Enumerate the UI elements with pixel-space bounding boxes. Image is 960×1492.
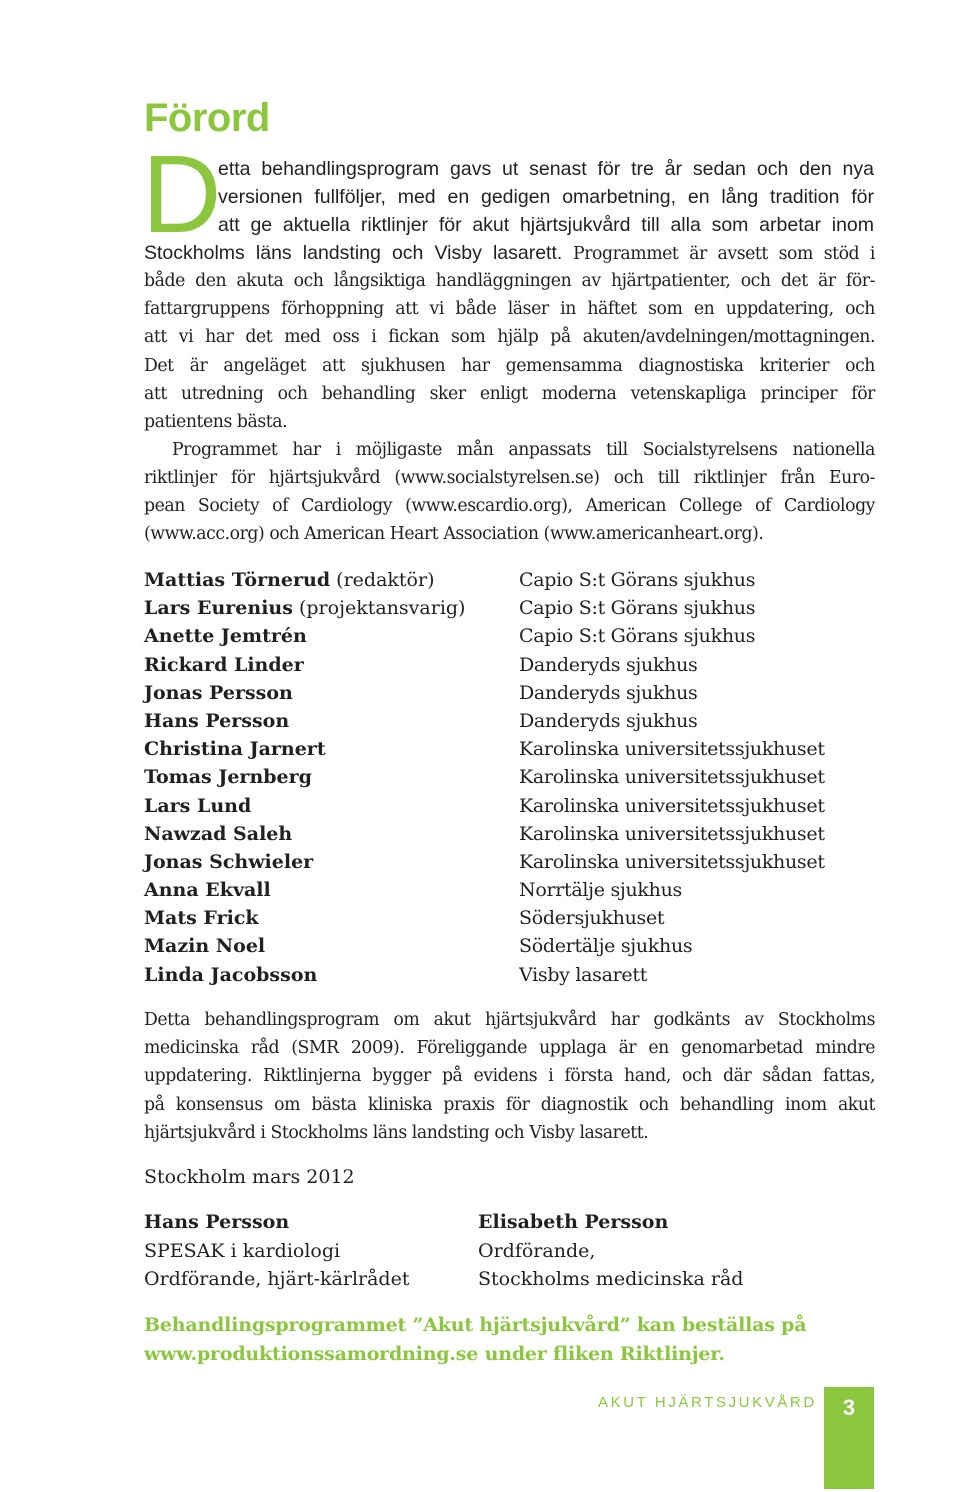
order-note [144, 1311, 806, 1368]
author-name: Anette Jemtrén [144, 625, 307, 648]
body-line: (www.acc.org) och American Heart Association (www.americanheart.org). [144, 524, 764, 544]
approval-line: på konsensus om bästa kliniska praxis för diagnostik och behandling inom akut [144, 1095, 875, 1115]
author-name: Hans Persson [144, 709, 290, 732]
author-name: Linda Jacobsson [144, 963, 318, 986]
author-name: Lars Eurenius (projektansvarig) [144, 597, 466, 620]
author-row [144, 904, 874, 932]
author-hospital: Karolinska universitetssjukhuset [519, 822, 825, 845]
signatory-title: SPESAK i kardiologi [144, 1239, 341, 1262]
body-line-segment: Programmet är avsett som stöd i [562, 244, 875, 264]
signatory-title: Ordförande, [478, 1239, 596, 1262]
drop-cap: D [142, 133, 222, 256]
signatory-title: Stockholms medicinska råd [478, 1268, 744, 1290]
author-hospital: Södersjukhuset [519, 907, 665, 930]
intro-line-end: Stockholms läns landsting och Visby lasarett. [144, 242, 563, 264]
body-line: att vi har det med oss i fickan som hjälp på akuten/avdelningen/mottagningen. [144, 327, 875, 347]
author-row [144, 735, 874, 763]
author-row [144, 792, 874, 820]
author-hospital: Karolinska universitetssjukhuset [519, 738, 825, 761]
author-row [144, 961, 874, 989]
approval-line: hjärtsjukvård i Stockholms läns landsting och Visby lasarett. [144, 1123, 649, 1143]
author-hospital: Danderyds sjukhus [519, 653, 698, 676]
approval-line: Detta behandlingsprogram om akut hjärtsjukvård har godkänts av Stockholms [144, 1010, 875, 1030]
author-row [144, 566, 874, 594]
body-line: Det är angeläget att sjukhusen har gemensamma diagnostiska kriterier och [144, 356, 875, 376]
author-name: Lars Lund [144, 794, 252, 817]
intro-line: etta behandlingsprogram gavs ut senast för tre år sedan och den nya [218, 158, 874, 180]
body-line: Programmet har i möjligaste mån anpassats till Socialstyrelsens nationella [172, 440, 875, 460]
running-footer: AKUT HJÄRTSJUKVÅRD [598, 1394, 817, 1411]
body-line: både den akuta och långsiktiga handläggningen av hjärtpatienter, och det är för- [144, 271, 875, 291]
author-row [144, 707, 874, 735]
author-name: Jonas Schwieler [144, 850, 314, 873]
author-row [144, 820, 874, 848]
signatory-name: Elisabeth Persson [478, 1211, 669, 1233]
author-row [144, 763, 874, 791]
author-row [144, 622, 874, 650]
author-name: Mats Frick [144, 907, 259, 930]
signature-block [144, 1208, 409, 1294]
signatory-name: Hans Persson [144, 1211, 290, 1233]
body-line [144, 239, 875, 267]
author-name: Mattias Törnerud (redaktör) [144, 569, 435, 591]
page-number: 3 [824, 1387, 874, 1489]
order-note-line: Behandlingsprogrammet ”Akut hjärtsjukvård” kan beställas på [144, 1314, 807, 1336]
author-hospital: Danderyds sjukhus [519, 709, 698, 732]
signatory-title: Ordförande, hjärt-kärlrådet [144, 1268, 410, 1290]
author-hospital: Visby lasarett [519, 963, 648, 986]
author-row [144, 651, 874, 679]
author-name: Rickard Linder [144, 653, 304, 676]
intro-line: att ge aktuella riktlinjer för akut hjärtsjukvård till alla som arbetar inom [218, 214, 874, 236]
author-hospital: Karolinska universitetssjukhuset [519, 850, 825, 873]
author-name: Nawzad Saleh [144, 822, 293, 845]
author-hospital: Karolinska universitetssjukhuset [519, 794, 825, 817]
approval-line: medicinska råd (SMR 2009). Föreliggande upplaga är en genomarbetad mindre [144, 1038, 875, 1058]
author-name: Anna Ekvall [144, 879, 271, 902]
author-list [144, 566, 874, 989]
order-note-line: www.produktionssamordning.se under fliken Riktlinjer. [144, 1342, 725, 1365]
approval-line: uppdatering. Riktlinjerna bygger på evidens i första hand, och där sådan fattas, [144, 1066, 875, 1086]
author-name: Jonas Persson [144, 681, 293, 704]
author-hospital: Karolinska universitetssjukhuset [519, 766, 825, 789]
author-name: Mazin Noel [144, 935, 266, 958]
page-title: Förord [144, 96, 270, 140]
body-line: att utredning och behandling sker enligt moderna vetenskapliga principer för [144, 384, 875, 404]
author-hospital: Norrtälje sjukhus [519, 879, 682, 902]
signature-block [478, 1208, 743, 1294]
author-hospital: Södertälje sjukhus [519, 935, 693, 958]
author-hospital: Danderyds sjukhus [519, 681, 698, 704]
body-line: pean Society of Cardiology (www.escardio.org), American College of Cardiology [144, 496, 875, 516]
author-name: Tomas Jernberg [144, 766, 312, 789]
author-row [144, 848, 874, 876]
author-hospital: Capio S:t Görans sjukhus [519, 569, 756, 591]
author-row [144, 876, 874, 904]
place-date: Stockholm mars 2012 [144, 1166, 355, 1188]
author-hospital: Capio S:t Görans sjukhus [519, 597, 756, 620]
author-hospital: Capio S:t Görans sjukhus [519, 625, 756, 648]
body-line: fattargruppens förhoppning att vi både läser in häftet som en uppdatering, och [144, 299, 875, 319]
author-name: Christina Jarnert [144, 738, 326, 761]
body-line: riktlinjer för hjärtsjukvård (www.socialstyrelsen.se) och till riktlinjer från Euro- [144, 468, 875, 488]
author-row [144, 679, 874, 707]
intro-line: versionen fullföljer, med en gedigen omarbetning, en lång tradition för [218, 186, 874, 208]
body-line: patientens bästa. [144, 412, 288, 432]
author-row [144, 594, 874, 622]
author-row [144, 932, 874, 960]
